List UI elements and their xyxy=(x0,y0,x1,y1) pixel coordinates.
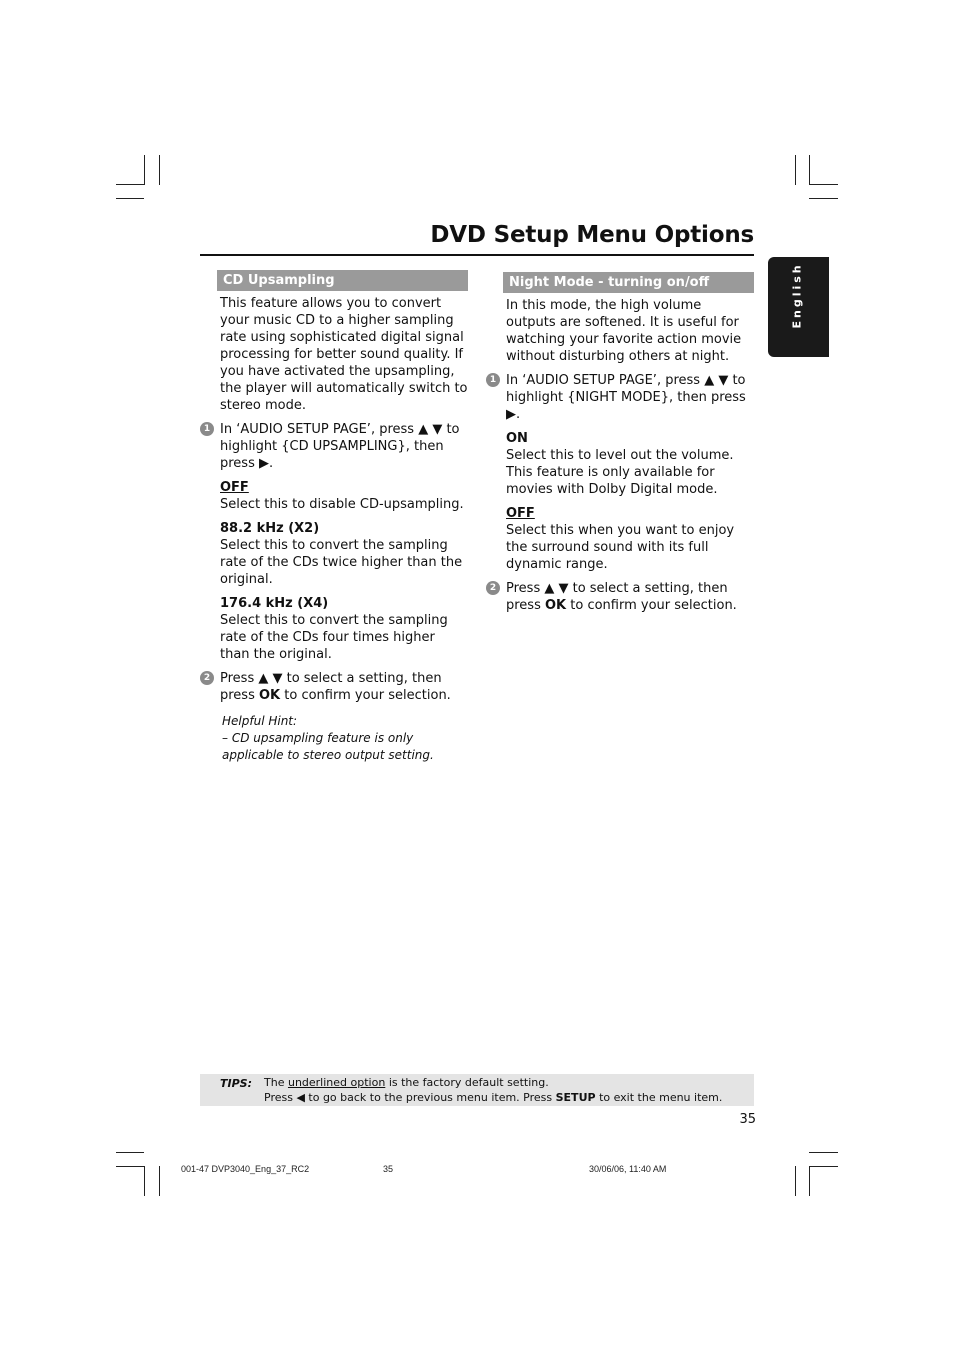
crop-mark xyxy=(159,155,160,185)
option-description: Select this when you want to enjoy the surround sound with its full dynamic range. xyxy=(506,523,735,572)
option-description: Select this to convert the sampling rate of the CDs four times higher than the original. xyxy=(220,613,448,662)
tips-text: to exit the menu item. xyxy=(599,1091,723,1104)
footer-file-name: 001-47 DVP3040_Eng_37_RC2 xyxy=(181,1164,310,1174)
crop-mark xyxy=(116,184,144,185)
tips-line-1 xyxy=(264,1075,549,1090)
tips-text: is the factory default setting. xyxy=(388,1076,549,1089)
section-heading: Night Mode - turning on/off xyxy=(503,272,754,293)
footer-page: 35 xyxy=(383,1164,394,1174)
step-1 xyxy=(200,421,468,472)
underlined-option-text: underlined option xyxy=(287,1076,386,1089)
option-heading: OFF xyxy=(506,506,535,521)
step-2 xyxy=(200,670,468,704)
crop-mark xyxy=(144,1166,145,1196)
crop-mark xyxy=(809,1166,838,1167)
option-heading: 88.2 kHz (X2) xyxy=(220,521,320,536)
step-number-icon: 1 xyxy=(200,422,214,436)
step-number-icon: 1 xyxy=(486,373,500,387)
crop-mark xyxy=(795,1166,796,1196)
setup-key-label: SETUP xyxy=(555,1091,596,1104)
section-intro: In this mode, the high volume outputs are softened. It is useful for watching your favorite action movie without disturbing others at night. xyxy=(506,298,742,364)
section-intro: This feature allows you to convert your music CD to a higher sampling rate using sophisticated digital signal processing for better sound quality. If you have activated the upsampling, the player will automatically switch to stereo mode. xyxy=(220,296,468,413)
option-heading: ON xyxy=(506,431,528,446)
tips-text: Press ◀ to go back to the previous menu item. Press xyxy=(264,1091,553,1104)
ok-key-label: OK xyxy=(545,598,567,613)
step-text: to confirm your selection. xyxy=(570,598,737,613)
page-title: DVD Setup Menu Options xyxy=(430,222,754,248)
option-description: Select this to convert the sampling rate of the CDs twice higher than the original. xyxy=(220,538,463,587)
section-heading: CD Upsampling xyxy=(217,270,468,291)
step-text: Press ▲ ▼ to select a setting, then press xyxy=(220,671,442,703)
option-heading: OFF xyxy=(220,480,249,495)
crop-mark xyxy=(809,1166,810,1196)
option-description: Select this to disable CD-upsampling. xyxy=(220,497,464,512)
step-text: In ‘AUDIO SETUP PAGE’, press ▲ ▼ to highlight {CD UPSAMPLING}, then press ▶. xyxy=(220,422,460,471)
crop-mark xyxy=(809,155,810,185)
hint-title: Helpful Hint: xyxy=(222,714,298,728)
crop-mark xyxy=(809,198,838,199)
step-2 xyxy=(486,580,754,614)
option-description: Select this to level out the volume. This feature is only available for movies with Dolby Digital mode. xyxy=(506,448,734,497)
tips-label: TIPS: xyxy=(220,1077,252,1090)
step-number-icon: 2 xyxy=(200,671,214,685)
tips-box xyxy=(200,1074,754,1106)
crop-mark xyxy=(116,1152,144,1153)
hint-text: – CD upsampling feature is only applicable to stereo output setting. xyxy=(222,731,434,762)
option-heading: 176.4 kHz (X4) xyxy=(220,596,329,611)
cd-upsampling-section xyxy=(200,270,468,764)
crop-mark xyxy=(809,184,838,185)
crop-mark xyxy=(116,1166,144,1167)
step-1 xyxy=(486,372,754,423)
step-number-icon: 2 xyxy=(486,581,500,595)
crop-mark xyxy=(159,1166,160,1196)
step-text: to confirm your selection. xyxy=(284,688,451,703)
crop-mark xyxy=(116,198,144,199)
tips-line-2 xyxy=(264,1090,722,1105)
language-tab xyxy=(768,257,829,357)
night-mode-section xyxy=(486,272,754,614)
language-tab-label: English xyxy=(790,262,804,329)
step-text: Press ▲ ▼ to select a setting, then press xyxy=(506,581,728,613)
crop-mark xyxy=(809,1152,838,1153)
crop-mark xyxy=(144,155,145,185)
footer-date: 30/06/06, 11:40 AM xyxy=(589,1164,667,1174)
ok-key-label: OK xyxy=(259,688,281,703)
title-rule xyxy=(200,254,754,256)
helpful-hint xyxy=(222,713,468,764)
step-text: In ‘AUDIO SETUP PAGE’, press ▲ ▼ to highlight {NIGHT MODE}, then press ▶. xyxy=(506,373,746,422)
page-number: 35 xyxy=(739,1112,756,1127)
tips-text: The xyxy=(264,1076,285,1089)
crop-mark xyxy=(795,155,796,185)
